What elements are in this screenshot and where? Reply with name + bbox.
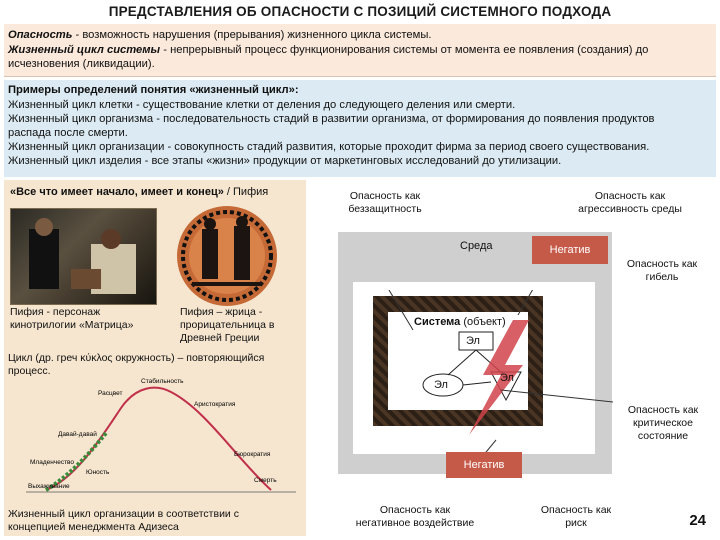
label-defenseless [330, 190, 440, 216]
label-stability: Стабильность [141, 378, 184, 385]
label-aristocracy: Аристократия [194, 401, 236, 408]
element-label-1: Эл [466, 335, 480, 347]
label-critical-l3: состояние [637, 430, 689, 442]
negative-badge-bottom: Негатив [446, 452, 522, 478]
label-aggressive [560, 190, 700, 216]
lifecycle-text: - непрерывный процесс функционирования системы от момента ее появления (создания) до [160, 44, 649, 56]
label-defenseless-l2: беззащитность [348, 203, 422, 215]
matrix-photo [10, 208, 157, 305]
danger-definition [8, 28, 431, 42]
quote-author: / Пифия [223, 186, 269, 198]
greek-caption-line2: прорицательница в [180, 319, 275, 331]
label-risk [526, 504, 626, 530]
matrix-caption-line1: Пифия - персонаж [10, 306, 101, 318]
label-bureaucracy: Бюрократия [234, 451, 271, 458]
label-critical-l2: критическое [633, 417, 693, 429]
label-negative-impact [340, 504, 490, 530]
quote [10, 186, 268, 199]
danger-text: - возможность нарушения (прерывания) жизненного цикла системы. [72, 29, 432, 41]
element-label-2: Эл [434, 379, 448, 391]
label-negative-impact-l1: Опасность как [379, 504, 451, 516]
example-line: Жизненный цикл клетки - существование клетки от деления до следующего деления или смерти. [8, 99, 516, 111]
definitions-box [4, 24, 716, 77]
label-go-go: Давай-давай [58, 431, 97, 438]
label-infancy: Младенчество [30, 459, 75, 466]
label-critical [610, 404, 716, 443]
adizes-line1: Жизненный цикл организации в соответствии с [8, 508, 239, 520]
label-negative-impact-l2: негативное воздействие [355, 517, 475, 529]
label-adolescence: Юность [86, 469, 110, 476]
page-title: ПРЕДСТАВЛЕНИЯ ОБ ОПАСНОСТИ С ПОЗИЦИЙ СИСТЕМНОГО ПОДХОДА [108, 4, 612, 19]
adizes-caption [8, 508, 239, 534]
negative-badge-top: Негатив [532, 236, 608, 264]
lifecycle-definition [8, 43, 648, 57]
environment-label: Среда [460, 240, 493, 252]
greek-vase-image [172, 204, 282, 309]
cycle-definition [8, 352, 264, 378]
label-risk-l2: риск [565, 517, 587, 529]
label-risk-l1: Опасность как [540, 504, 612, 516]
label-aggressive-l1: Опасность как [594, 190, 666, 202]
label-death-l2: гибель [645, 271, 679, 283]
adizes-line2: концепцией менеджмента Адизеса [8, 521, 179, 533]
element-label-3: Эл [500, 372, 514, 384]
lifecycle-term: Жизненный цикл системы [8, 44, 161, 56]
cycle-line2: процесс. [8, 365, 51, 377]
matrix-photo-art [11, 209, 156, 304]
greek-caption-line1: Пифия – жрица - [180, 306, 263, 318]
adizes-lifecycle-diagram [6, 378, 304, 498]
system-object: (объект) [460, 316, 506, 328]
quote-text: «Все что имеет начало, имеет и конец» [10, 186, 224, 198]
danger-term: Опасность [8, 29, 73, 41]
cycle-line1: Цикл (др. греч κύκλος окружность) – повторяющийся [8, 352, 265, 364]
greek-vase-art [172, 204, 282, 309]
label-death-danger [612, 258, 712, 284]
label-death: Смерть [254, 477, 277, 484]
lifecycle-curve [6, 378, 304, 498]
label-defenseless-l1: Опасность как [349, 190, 421, 202]
example-line: Жизненный цикл организации - совокупность стадий развития, которые проходит фирма за период своего существования. [8, 141, 650, 153]
greek-caption-line3: Древней Греции [180, 332, 260, 344]
matrix-caption-line2: кинотрилогии «Матрица» [10, 319, 134, 331]
label-aggressive-l2: агрессивность среды [578, 203, 682, 215]
label-critical-l1: Опасность как [627, 404, 699, 416]
example-line: Жизненный цикл организма - последовательность стадий в развитии организма, от формирования до появления продуктов [8, 113, 655, 125]
system-elements-diagram [373, 290, 623, 460]
label-courtship: Выхаживание [28, 483, 70, 490]
page-number: 24 [689, 512, 706, 529]
matrix-caption [10, 306, 133, 332]
examples-heading: Примеры определений понятия «жизненный цикл»: [8, 84, 299, 96]
label-prime: Расцвет [98, 390, 123, 397]
examples-box [4, 80, 716, 177]
label-death-l1: Опасность как [626, 258, 698, 270]
lifecycle-text-2: исчезновения (ликвидации). [8, 58, 155, 70]
greek-caption [180, 306, 275, 345]
example-line: Жизненный цикл изделия - все этапы «жизни» продукции от маркетинговых исследований до утилизации. [8, 155, 562, 167]
system-word: Система [414, 316, 461, 328]
example-line: распада после смерти. [8, 127, 128, 139]
